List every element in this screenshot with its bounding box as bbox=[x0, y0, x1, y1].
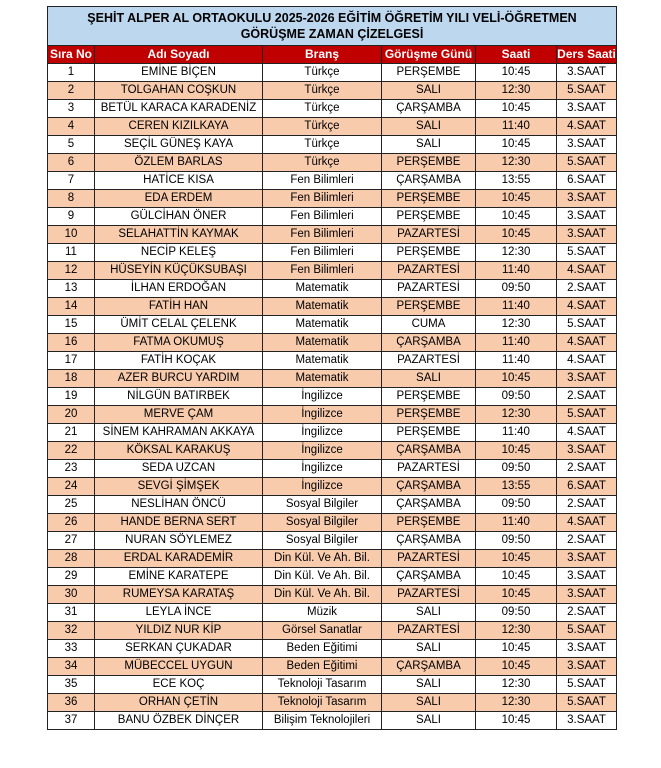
cell-ders-saati: 5.SAAT bbox=[557, 154, 617, 172]
cell-sira-no: 2 bbox=[48, 82, 95, 100]
cell-sira-no: 17 bbox=[48, 352, 95, 370]
table-row bbox=[48, 622, 617, 640]
cell-brans: Fen Bilimleri bbox=[263, 262, 382, 280]
cell-saati: 12:30 bbox=[476, 82, 557, 100]
cell-brans: Teknoloji Tasarım bbox=[263, 694, 382, 712]
cell-gorusme-gunu: PAZARTESİ bbox=[382, 280, 476, 298]
table-row bbox=[48, 316, 617, 334]
cell-brans: Matematik bbox=[263, 370, 382, 388]
cell-sira-no: 32 bbox=[48, 622, 95, 640]
cell-ders-saati: 4.SAAT bbox=[557, 118, 617, 136]
cell-ders-saati: 4.SAAT bbox=[557, 514, 617, 532]
cell-gorusme-gunu: SALI bbox=[382, 82, 476, 100]
cell-gorusme-gunu: SALI bbox=[382, 118, 476, 136]
cell-saati: 10:45 bbox=[476, 658, 557, 676]
cell-adi-soyadi: SELAHATTİN KAYMAK bbox=[95, 226, 263, 244]
table-row bbox=[48, 280, 617, 298]
cell-ders-saati: 5.SAAT bbox=[557, 694, 617, 712]
header-saati: Saati bbox=[476, 46, 557, 64]
cell-sira-no: 23 bbox=[48, 460, 95, 478]
cell-brans: Beden Eğitimi bbox=[263, 640, 382, 658]
cell-adi-soyadi: YILDIZ NUR KİP bbox=[95, 622, 263, 640]
cell-gorusme-gunu: SALI bbox=[382, 370, 476, 388]
table-row bbox=[48, 298, 617, 316]
cell-saati: 11:40 bbox=[476, 118, 557, 136]
cell-adi-soyadi: ÖZLEM BARLAS bbox=[95, 154, 263, 172]
cell-brans: Din Kül. Ve Ah. Bil. bbox=[263, 550, 382, 568]
table-row bbox=[48, 478, 617, 496]
table-row bbox=[48, 244, 617, 262]
cell-adi-soyadi: FATİH HAN bbox=[95, 298, 263, 316]
cell-ders-saati: 3.SAAT bbox=[557, 640, 617, 658]
cell-adi-soyadi: HATİCE KISA bbox=[95, 172, 263, 190]
cell-gorusme-gunu: PAZARTESİ bbox=[382, 226, 476, 244]
cell-ders-saati: 3.SAAT bbox=[557, 190, 617, 208]
table-row bbox=[48, 172, 617, 190]
cell-sira-no: 31 bbox=[48, 604, 95, 622]
table-row bbox=[48, 460, 617, 478]
cell-sira-no: 26 bbox=[48, 514, 95, 532]
cell-ders-saati: 5.SAAT bbox=[557, 406, 617, 424]
cell-gorusme-gunu: PAZARTESİ bbox=[382, 352, 476, 370]
cell-brans: Fen Bilimleri bbox=[263, 190, 382, 208]
cell-saati: 10:45 bbox=[476, 568, 557, 586]
table-row bbox=[48, 100, 617, 118]
cell-sira-no: 24 bbox=[48, 478, 95, 496]
cell-ders-saati: 5.SAAT bbox=[557, 316, 617, 334]
table-row bbox=[48, 334, 617, 352]
table-row bbox=[48, 64, 617, 82]
cell-saati: 10:45 bbox=[476, 100, 557, 118]
cell-gorusme-gunu: PERŞEMBE bbox=[382, 190, 476, 208]
cell-brans: Fen Bilimleri bbox=[263, 226, 382, 244]
cell-saati: 10:45 bbox=[476, 370, 557, 388]
cell-brans: İngilizce bbox=[263, 478, 382, 496]
cell-adi-soyadi: BETÜL KARACA KARADENİZ bbox=[95, 100, 263, 118]
cell-gorusme-gunu: PERŞEMBE bbox=[382, 424, 476, 442]
cell-sira-no: 5 bbox=[48, 136, 95, 154]
cell-brans: Matematik bbox=[263, 352, 382, 370]
cell-brans: Türkçe bbox=[263, 154, 382, 172]
cell-adi-soyadi: KÖKSAL KARAKUŞ bbox=[95, 442, 263, 460]
cell-ders-saati: 4.SAAT bbox=[557, 298, 617, 316]
cell-gorusme-gunu: PAZARTESİ bbox=[382, 586, 476, 604]
cell-sira-no: 25 bbox=[48, 496, 95, 514]
cell-ders-saati: 4.SAAT bbox=[557, 334, 617, 352]
cell-adi-soyadi: BANU ÖZBEK DİNÇER bbox=[95, 712, 263, 730]
schedule-sheet bbox=[47, 6, 616, 730]
cell-brans: Matematik bbox=[263, 334, 382, 352]
cell-gorusme-gunu: CUMA bbox=[382, 316, 476, 334]
cell-brans: Türkçe bbox=[263, 82, 382, 100]
header-adi-soyadi: Adı Soyadı bbox=[95, 46, 263, 64]
cell-sira-no: 28 bbox=[48, 550, 95, 568]
cell-brans: Fen Bilimleri bbox=[263, 244, 382, 262]
table-row bbox=[48, 118, 617, 136]
table-row bbox=[48, 550, 617, 568]
cell-ders-saati: 3.SAAT bbox=[557, 208, 617, 226]
cell-adi-soyadi: CEREN KIZILKAYA bbox=[95, 118, 263, 136]
cell-gorusme-gunu: PERŞEMBE bbox=[382, 244, 476, 262]
cell-brans: Fen Bilimleri bbox=[263, 208, 382, 226]
cell-adi-soyadi: ÜMİT CELAL ÇELENK bbox=[95, 316, 263, 334]
cell-brans: Din Kül. Ve Ah. Bil. bbox=[263, 586, 382, 604]
cell-brans: Türkçe bbox=[263, 136, 382, 154]
cell-adi-soyadi: AZER BURCU YARDIM bbox=[95, 370, 263, 388]
cell-ders-saati: 2.SAAT bbox=[557, 604, 617, 622]
cell-ders-saati: 3.SAAT bbox=[557, 136, 617, 154]
table-row bbox=[48, 352, 617, 370]
cell-ders-saati: 4.SAAT bbox=[557, 424, 617, 442]
cell-saati: 11:40 bbox=[476, 334, 557, 352]
cell-gorusme-gunu: SALI bbox=[382, 694, 476, 712]
cell-adi-soyadi: SERKAN ÇUKADAR bbox=[95, 640, 263, 658]
cell-saati: 11:40 bbox=[476, 352, 557, 370]
cell-brans: Sosyal Bilgiler bbox=[263, 514, 382, 532]
cell-saati: 10:45 bbox=[476, 64, 557, 82]
cell-saati: 12:30 bbox=[476, 316, 557, 334]
cell-ders-saati: 2.SAAT bbox=[557, 532, 617, 550]
cell-adi-soyadi: FATMA OKUMUŞ bbox=[95, 334, 263, 352]
cell-sira-no: 12 bbox=[48, 262, 95, 280]
cell-sira-no: 14 bbox=[48, 298, 95, 316]
cell-brans: Matematik bbox=[263, 316, 382, 334]
cell-saati: 10:45 bbox=[476, 208, 557, 226]
cell-sira-no: 33 bbox=[48, 640, 95, 658]
cell-sira-no: 15 bbox=[48, 316, 95, 334]
header-ders-saati: Ders Saati bbox=[557, 46, 617, 64]
cell-sira-no: 4 bbox=[48, 118, 95, 136]
cell-ders-saati: 2.SAAT bbox=[557, 280, 617, 298]
cell-sira-no: 7 bbox=[48, 172, 95, 190]
cell-brans: Türkçe bbox=[263, 118, 382, 136]
cell-brans: Bilişim Teknolojileri bbox=[263, 712, 382, 730]
cell-sira-no: 36 bbox=[48, 694, 95, 712]
table-row bbox=[48, 712, 617, 730]
cell-adi-soyadi: ECE KOÇ bbox=[95, 676, 263, 694]
cell-adi-soyadi: GÜLCİHAN ÖNER bbox=[95, 208, 263, 226]
cell-ders-saati: 4.SAAT bbox=[557, 262, 617, 280]
cell-brans: Sosyal Bilgiler bbox=[263, 496, 382, 514]
cell-ders-saati: 3.SAAT bbox=[557, 658, 617, 676]
table-row bbox=[48, 208, 617, 226]
cell-sira-no: 8 bbox=[48, 190, 95, 208]
cell-adi-soyadi: NESLİHAN ÖNCÜ bbox=[95, 496, 263, 514]
cell-saati: 09:50 bbox=[476, 280, 557, 298]
cell-ders-saati: 3.SAAT bbox=[557, 586, 617, 604]
cell-brans: Teknoloji Tasarım bbox=[263, 676, 382, 694]
cell-brans: Beden Eğitimi bbox=[263, 658, 382, 676]
cell-brans: Müzik bbox=[263, 604, 382, 622]
cell-sira-no: 10 bbox=[48, 226, 95, 244]
cell-ders-saati: 3.SAAT bbox=[557, 442, 617, 460]
table-row bbox=[48, 388, 617, 406]
cell-gorusme-gunu: SALI bbox=[382, 712, 476, 730]
cell-ders-saati: 3.SAAT bbox=[557, 100, 617, 118]
cell-sira-no: 1 bbox=[48, 64, 95, 82]
cell-sira-no: 18 bbox=[48, 370, 95, 388]
cell-saati: 10:45 bbox=[476, 586, 557, 604]
cell-gorusme-gunu: ÇARŞAMBA bbox=[382, 478, 476, 496]
cell-gorusme-gunu: PERŞEMBE bbox=[382, 208, 476, 226]
cell-brans: İngilizce bbox=[263, 442, 382, 460]
cell-adi-soyadi: İLHAN ERDOĞAN bbox=[95, 280, 263, 298]
cell-adi-soyadi: SEVGİ ŞİMŞEK bbox=[95, 478, 263, 496]
table-row bbox=[48, 82, 617, 100]
cell-ders-saati: 3.SAAT bbox=[557, 712, 617, 730]
schedule-table bbox=[47, 6, 617, 730]
cell-sira-no: 16 bbox=[48, 334, 95, 352]
cell-gorusme-gunu: ÇARŞAMBA bbox=[382, 496, 476, 514]
table-row bbox=[48, 514, 617, 532]
cell-gorusme-gunu: ÇARŞAMBA bbox=[382, 532, 476, 550]
cell-saati: 09:50 bbox=[476, 604, 557, 622]
table-row bbox=[48, 658, 617, 676]
cell-saati: 10:45 bbox=[476, 190, 557, 208]
page-title: ŞEHİT ALPER AL ORTAOKULU 2025-2026 EĞİTİM ÖĞRETİM YILI VELİ-ÖĞRETMEN GÖRÜŞME ZAMAN ÇİZELGESİ bbox=[48, 7, 617, 46]
cell-saati: 12:30 bbox=[476, 406, 557, 424]
cell-adi-soyadi: HÜSEYİN KÜÇÜKSUBAŞI bbox=[95, 262, 263, 280]
cell-brans: Türkçe bbox=[263, 64, 382, 82]
cell-brans: İngilizce bbox=[263, 424, 382, 442]
cell-ders-saati: 3.SAAT bbox=[557, 370, 617, 388]
cell-saati: 09:50 bbox=[476, 532, 557, 550]
cell-saati: 10:45 bbox=[476, 136, 557, 154]
cell-gorusme-gunu: ÇARŞAMBA bbox=[382, 658, 476, 676]
cell-adi-soyadi: LEYLA İNCE bbox=[95, 604, 263, 622]
cell-gorusme-gunu: SALI bbox=[382, 604, 476, 622]
cell-saati: 11:40 bbox=[476, 514, 557, 532]
table-row bbox=[48, 262, 617, 280]
cell-gorusme-gunu: PAZARTESİ bbox=[382, 460, 476, 478]
cell-ders-saati: 5.SAAT bbox=[557, 676, 617, 694]
cell-adi-soyadi: EMİNE KARATEPE bbox=[95, 568, 263, 586]
table-row bbox=[48, 442, 617, 460]
table-row bbox=[48, 226, 617, 244]
cell-ders-saati: 3.SAAT bbox=[557, 568, 617, 586]
cell-adi-soyadi: RUMEYSA KARATAŞ bbox=[95, 586, 263, 604]
table-row bbox=[48, 496, 617, 514]
cell-gorusme-gunu: ÇARŞAMBA bbox=[382, 334, 476, 352]
cell-ders-saati: 6.SAAT bbox=[557, 478, 617, 496]
cell-saati: 12:30 bbox=[476, 694, 557, 712]
cell-saati: 09:50 bbox=[476, 460, 557, 478]
cell-sira-no: 29 bbox=[48, 568, 95, 586]
cell-brans: İngilizce bbox=[263, 388, 382, 406]
cell-brans: Fen Bilimleri bbox=[263, 172, 382, 190]
cell-adi-soyadi: NECİP KELEŞ bbox=[95, 244, 263, 262]
cell-saati: 10:45 bbox=[476, 640, 557, 658]
cell-sira-no: 27 bbox=[48, 532, 95, 550]
cell-saati: 11:40 bbox=[476, 298, 557, 316]
cell-adi-soyadi: FATİH KOÇAK bbox=[95, 352, 263, 370]
cell-ders-saati: 6.SAAT bbox=[557, 172, 617, 190]
cell-ders-saati: 3.SAAT bbox=[557, 226, 617, 244]
cell-adi-soyadi: EDA ERDEM bbox=[95, 190, 263, 208]
cell-gorusme-gunu: PAZARTESİ bbox=[382, 262, 476, 280]
cell-brans: İngilizce bbox=[263, 406, 382, 424]
cell-gorusme-gunu: ÇARŞAMBA bbox=[382, 100, 476, 118]
header-brans: Branş bbox=[263, 46, 382, 64]
table-row bbox=[48, 568, 617, 586]
cell-saati: 13:55 bbox=[476, 172, 557, 190]
cell-saati: 11:40 bbox=[476, 424, 557, 442]
cell-gorusme-gunu: ÇARŞAMBA bbox=[382, 172, 476, 190]
cell-saati: 09:50 bbox=[476, 496, 557, 514]
cell-ders-saati: 5.SAAT bbox=[557, 622, 617, 640]
cell-saati: 10:45 bbox=[476, 226, 557, 244]
cell-ders-saati: 2.SAAT bbox=[557, 496, 617, 514]
header-gorusme-gunu: Görüşme Günü bbox=[382, 46, 476, 64]
cell-adi-soyadi: SİNEM KAHRAMAN AKKAYA bbox=[95, 424, 263, 442]
table-row bbox=[48, 190, 617, 208]
cell-adi-soyadi: SEDA UZCAN bbox=[95, 460, 263, 478]
table-row bbox=[48, 694, 617, 712]
table-body bbox=[48, 64, 617, 730]
cell-sira-no: 3 bbox=[48, 100, 95, 118]
cell-adi-soyadi: TOLGAHAN COŞKUN bbox=[95, 82, 263, 100]
cell-saati: 11:40 bbox=[476, 262, 557, 280]
table-row bbox=[48, 676, 617, 694]
cell-ders-saati: 4.SAAT bbox=[557, 352, 617, 370]
cell-gorusme-gunu: SALI bbox=[382, 676, 476, 694]
cell-gorusme-gunu: PERŞEMBE bbox=[382, 406, 476, 424]
cell-gorusme-gunu: ÇARŞAMBA bbox=[382, 442, 476, 460]
cell-gorusme-gunu: PERŞEMBE bbox=[382, 154, 476, 172]
cell-ders-saati: 2.SAAT bbox=[557, 460, 617, 478]
cell-sira-no: 19 bbox=[48, 388, 95, 406]
cell-adi-soyadi: MERVE ÇAM bbox=[95, 406, 263, 424]
cell-saati: 13:55 bbox=[476, 478, 557, 496]
cell-sira-no: 11 bbox=[48, 244, 95, 262]
cell-adi-soyadi: NURAN SÖYLEMEZ bbox=[95, 532, 263, 550]
cell-sira-no: 21 bbox=[48, 424, 95, 442]
cell-brans: Matematik bbox=[263, 280, 382, 298]
cell-saati: 10:45 bbox=[476, 442, 557, 460]
cell-sira-no: 37 bbox=[48, 712, 95, 730]
cell-gorusme-gunu: ÇARŞAMBA bbox=[382, 568, 476, 586]
cell-ders-saati: 5.SAAT bbox=[557, 244, 617, 262]
cell-sira-no: 35 bbox=[48, 676, 95, 694]
cell-saati: 09:50 bbox=[476, 388, 557, 406]
cell-brans: İngilizce bbox=[263, 460, 382, 478]
cell-saati: 10:45 bbox=[476, 712, 557, 730]
cell-adi-soyadi: ORHAN ÇETİN bbox=[95, 694, 263, 712]
title-row bbox=[48, 7, 617, 46]
cell-gorusme-gunu: PERŞEMBE bbox=[382, 298, 476, 316]
cell-ders-saati: 3.SAAT bbox=[557, 64, 617, 82]
cell-adi-soyadi: SEÇİL GÜNEŞ KAYA bbox=[95, 136, 263, 154]
cell-sira-no: 20 bbox=[48, 406, 95, 424]
cell-adi-soyadi: NİLGÜN BATIRBEK bbox=[95, 388, 263, 406]
cell-saati: 12:30 bbox=[476, 154, 557, 172]
table-row bbox=[48, 370, 617, 388]
table-row bbox=[48, 406, 617, 424]
table-row bbox=[48, 154, 617, 172]
cell-saati: 12:30 bbox=[476, 244, 557, 262]
header-sira-no: Sıra No bbox=[48, 46, 95, 64]
cell-gorusme-gunu: PAZARTESİ bbox=[382, 622, 476, 640]
cell-ders-saati: 5.SAAT bbox=[557, 82, 617, 100]
cell-gorusme-gunu: PERŞEMBE bbox=[382, 514, 476, 532]
cell-ders-saati: 3.SAAT bbox=[557, 550, 617, 568]
table-row bbox=[48, 604, 617, 622]
cell-adi-soyadi: EMİNE BİÇEN bbox=[95, 64, 263, 82]
table-row bbox=[48, 640, 617, 658]
cell-saati: 10:45 bbox=[476, 550, 557, 568]
cell-adi-soyadi: ERDAL KARADEMİR bbox=[95, 550, 263, 568]
cell-brans: Görsel Sanatlar bbox=[263, 622, 382, 640]
cell-brans: Türkçe bbox=[263, 100, 382, 118]
table-row bbox=[48, 586, 617, 604]
cell-gorusme-gunu: SALI bbox=[382, 640, 476, 658]
cell-ders-saati: 2.SAAT bbox=[557, 388, 617, 406]
cell-gorusme-gunu: PERŞEMBE bbox=[382, 388, 476, 406]
table-row bbox=[48, 532, 617, 550]
cell-sira-no: 9 bbox=[48, 208, 95, 226]
table-row bbox=[48, 136, 617, 154]
cell-gorusme-gunu: PERŞEMBE bbox=[382, 64, 476, 82]
cell-gorusme-gunu: PAZARTESİ bbox=[382, 550, 476, 568]
cell-saati: 12:30 bbox=[476, 676, 557, 694]
table-row bbox=[48, 424, 617, 442]
cell-gorusme-gunu: SALI bbox=[382, 136, 476, 154]
cell-sira-no: 22 bbox=[48, 442, 95, 460]
cell-sira-no: 6 bbox=[48, 154, 95, 172]
cell-sira-no: 34 bbox=[48, 658, 95, 676]
cell-brans: Din Kül. Ve Ah. Bil. bbox=[263, 568, 382, 586]
cell-adi-soyadi: HANDE BERNA SERT bbox=[95, 514, 263, 532]
cell-sira-no: 30 bbox=[48, 586, 95, 604]
cell-brans: Sosyal Bilgiler bbox=[263, 532, 382, 550]
cell-adi-soyadi: MÜBECCEL UYGUN bbox=[95, 658, 263, 676]
cell-saati: 12:30 bbox=[476, 622, 557, 640]
header-row bbox=[48, 46, 617, 64]
cell-brans: Matematik bbox=[263, 298, 382, 316]
cell-sira-no: 13 bbox=[48, 280, 95, 298]
